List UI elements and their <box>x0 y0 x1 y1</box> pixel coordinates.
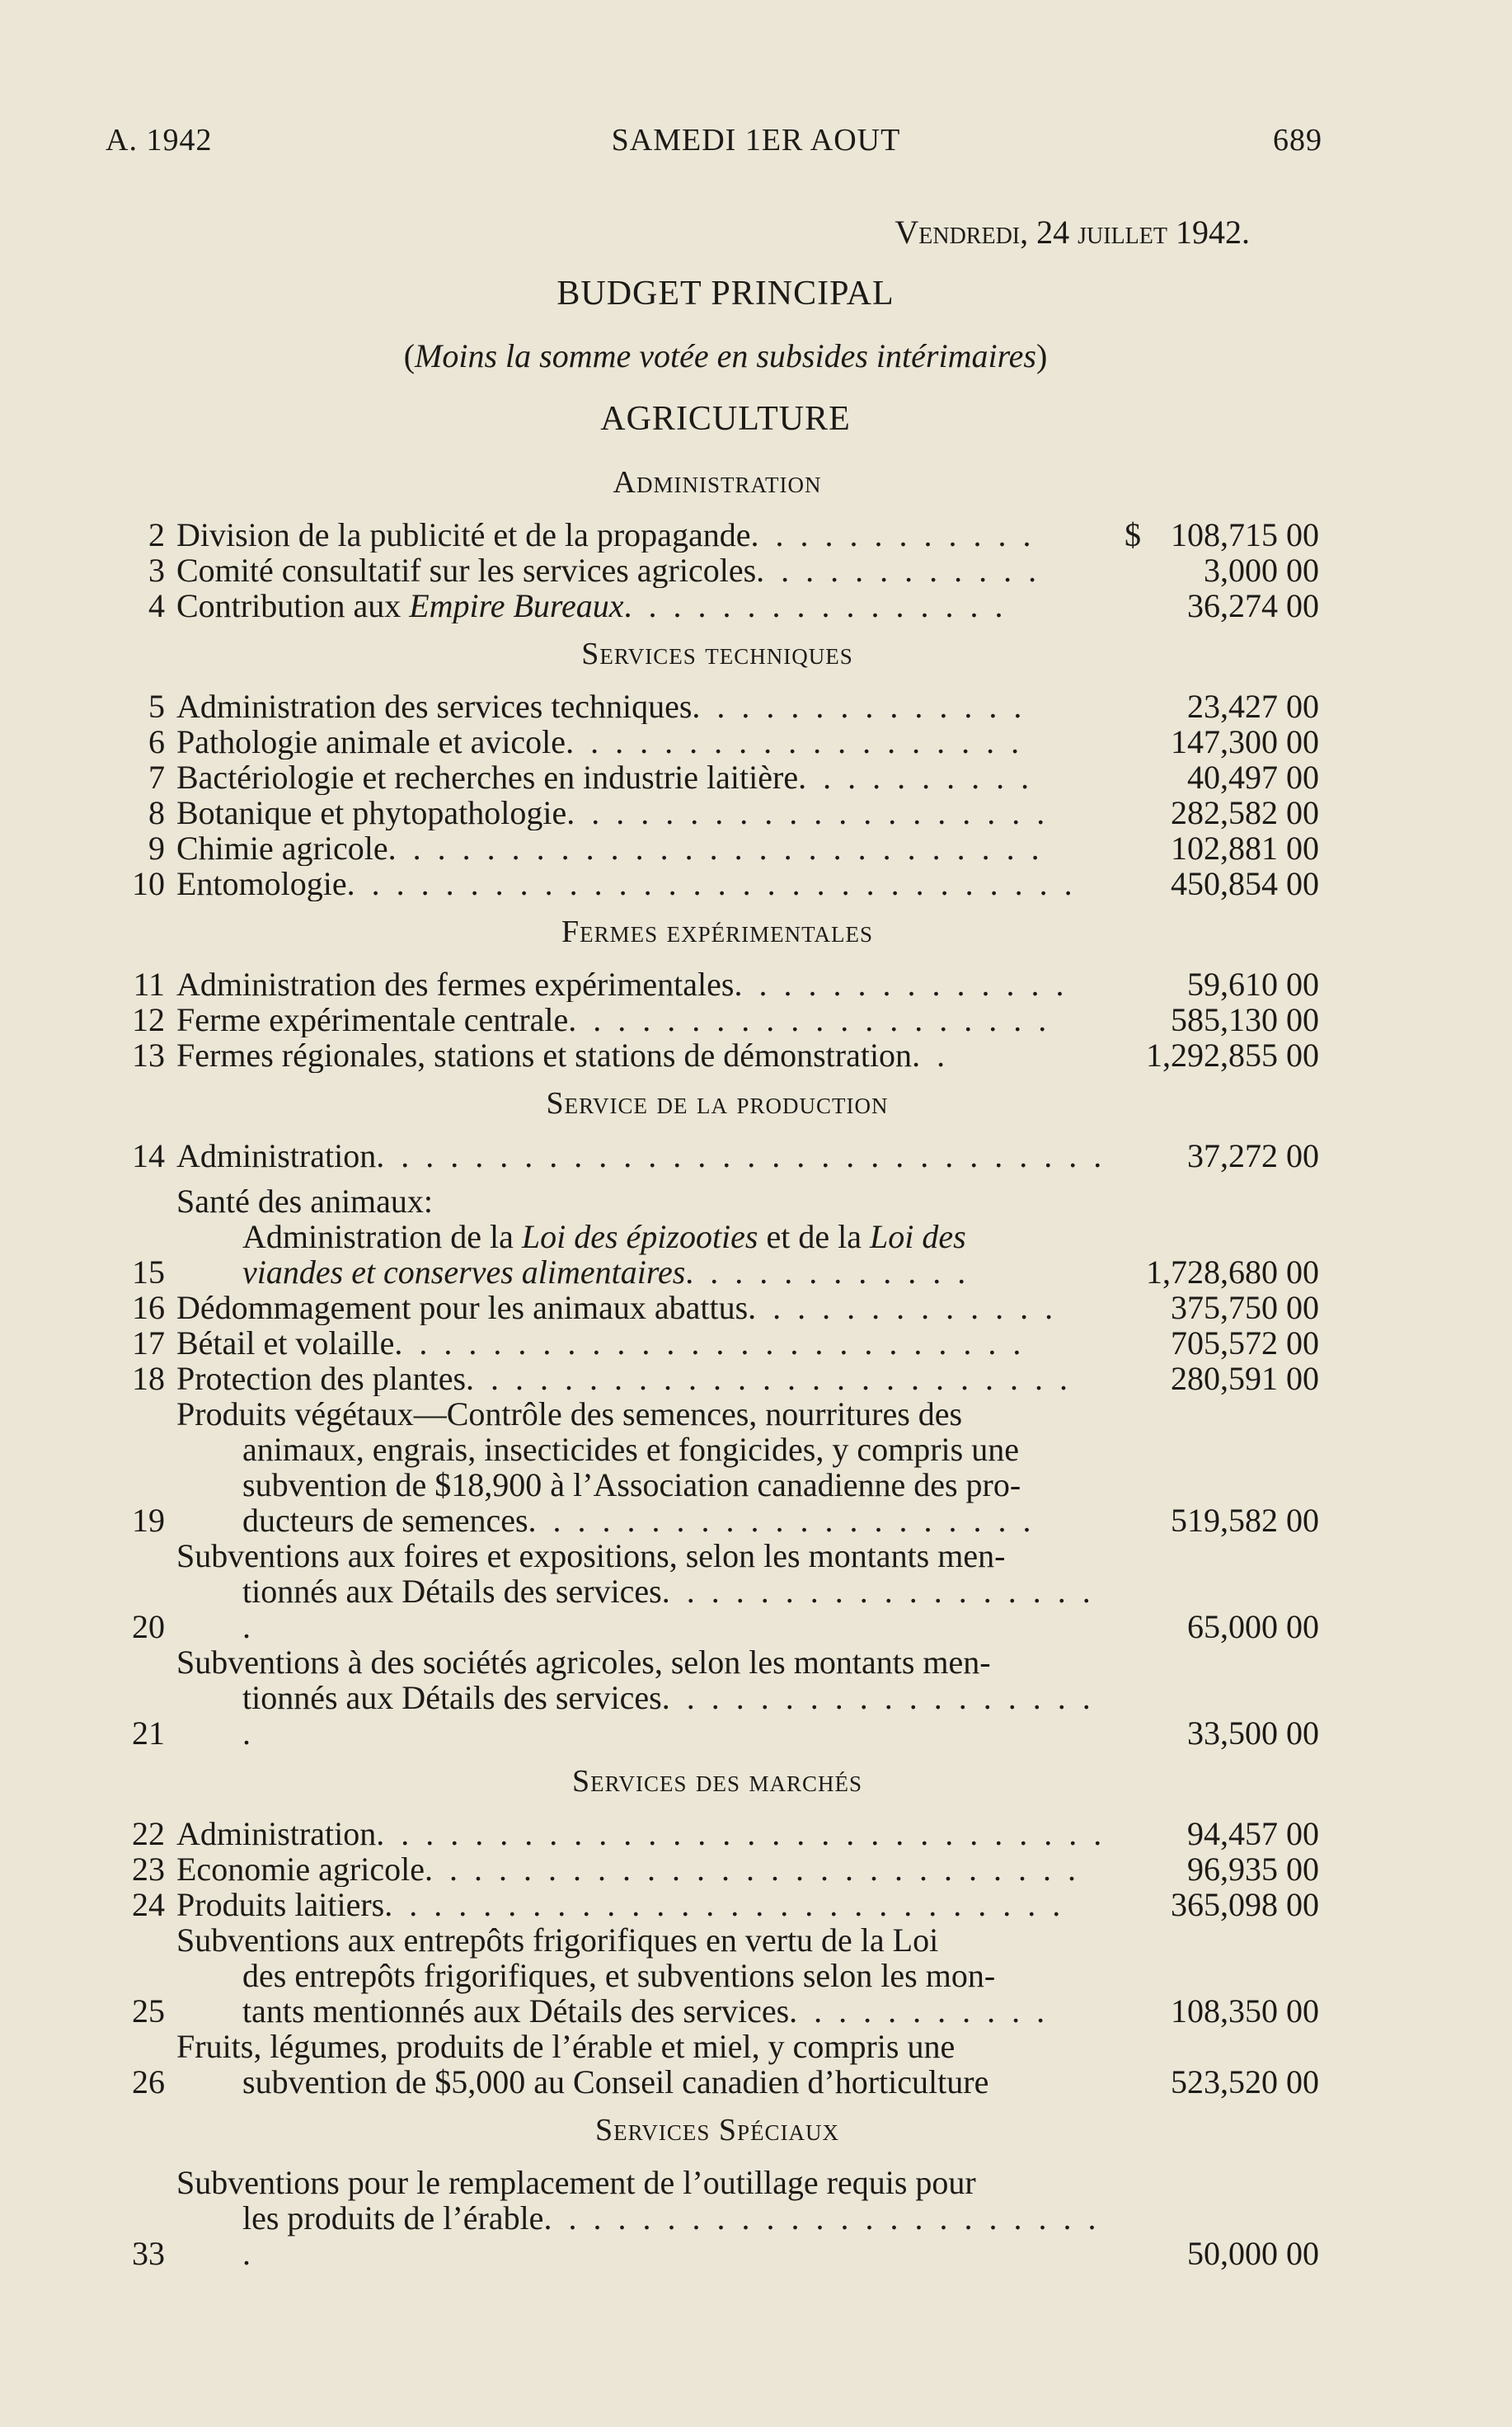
item-text <box>165 1290 1113 1325</box>
item-text <box>165 830 1113 866</box>
section-heading: Administration <box>613 465 822 500</box>
budget-row <box>115 1219 1319 1290</box>
item-text <box>165 1644 1113 1751</box>
item-text <box>165 967 1113 1002</box>
item-text <box>165 553 1113 588</box>
item-line: Produits végétaux—Contrôle des semences, nourritures des <box>176 1395 963 1432</box>
leader-dots: . . . . . . . . . . . . . . . . . . . . . . . . . . . . . . <box>346 866 1077 901</box>
item-number: 23 <box>132 1851 165 1888</box>
item-text <box>165 795 1113 830</box>
item-label: Contribution aux <box>176 588 410 623</box>
leader-dots: . . . . . . . . . . <box>798 760 1034 795</box>
item-label: Entomologie <box>176 866 347 901</box>
item-amount: 94,457 00 <box>1187 1815 1319 1852</box>
item-number: 15 <box>132 1253 165 1291</box>
item-amount: 102,881 00 <box>1171 830 1319 867</box>
subgroup-label: Santé des animaux: <box>176 1183 434 1220</box>
budget-row <box>115 1644 1319 1751</box>
subtitle-close: ) <box>1035 337 1048 374</box>
budget-row <box>115 1002 1319 1037</box>
item-text <box>165 1851 1113 1887</box>
budget-row <box>115 1037 1319 1073</box>
item-line: Subventions aux foires et expositions, selon les montants men- <box>176 1537 1006 1574</box>
item-text <box>165 1538 1113 1644</box>
item-amount: 1,292,855 00 <box>1146 1037 1319 1074</box>
section-heading: Services Spéciaux <box>594 2113 840 2147</box>
item-text <box>165 1002 1113 1037</box>
item-number: 4 <box>148 587 165 624</box>
item-number: 22 <box>132 1815 165 1852</box>
item-label: Administration <box>176 1816 377 1851</box>
item-label: Administration de la <box>242 1218 522 1255</box>
section-heading: Services techniques <box>581 637 853 671</box>
section-heading: Services des marchés <box>571 1764 863 1799</box>
item-text <box>165 1887 1113 1922</box>
item-amount: 280,591 00 <box>1171 1360 1319 1397</box>
item-number: 2 <box>148 516 165 553</box>
budget-row <box>115 1325 1319 1361</box>
item-number: 12 <box>132 1001 165 1038</box>
budget-row <box>115 588 1319 623</box>
item-label: Produits laitiers <box>176 1887 385 1922</box>
leader-dots: . . . . . . . . . . . . . . . . . . . <box>242 1573 1095 1645</box>
item-number: 10 <box>132 865 165 902</box>
item-amount: 59,610 00 <box>1187 966 1319 1003</box>
item-number: 24 <box>132 1886 165 1923</box>
item-text <box>165 1396 1113 1538</box>
leader-dots: . . . . . . . . . . . . . . <box>734 967 1068 1002</box>
item-amount: 3,000 00 <box>1204 552 1319 589</box>
item-number: 5 <box>148 688 165 725</box>
item-number: 19 <box>132 1502 165 1539</box>
law-title-italic: Loi des <box>870 1218 966 1255</box>
law-title-italic: Loi des épizooties <box>521 1218 758 1255</box>
item-amount: 108,350 00 <box>1171 1992 1319 2030</box>
subtitle-open: ( <box>403 337 416 374</box>
item-label: Bétail et volaille <box>176 1325 395 1361</box>
item-label: Comité consultatif sur les services agricoles <box>176 553 757 588</box>
budget-row <box>115 2029 1319 2100</box>
amount-value: 108,715 00 <box>1171 516 1319 553</box>
item-text <box>165 1816 1113 1851</box>
item-line: animaux, engrais, insecticides et fongicides, y compris une <box>242 1431 1019 1468</box>
item-label: Protection des plantes <box>176 1361 467 1396</box>
budget-row <box>115 553 1319 588</box>
item-number: 3 <box>148 552 165 589</box>
item-number: 8 <box>148 794 165 831</box>
item-text <box>165 1037 1113 1073</box>
department-title: AGRICULTURE <box>600 400 851 438</box>
budget-row <box>115 830 1319 866</box>
leader-dots: . . . . . . . . . . . . <box>756 553 1041 588</box>
leader-dots: . . <box>912 1037 950 1073</box>
item-amount: 96,935 00 <box>1187 1851 1319 1888</box>
leader-dots: . . . . . . . . . . . . . . . . . . . . . . . . . . . <box>424 1851 1080 1887</box>
budget-row <box>115 1816 1319 1851</box>
leader-dots: . . . . . . . . . . . . . . . . . . . <box>242 1679 1095 1752</box>
item-text <box>165 866 1113 901</box>
budget-row <box>115 689 1319 724</box>
item-label: les produits de l’érable <box>242 2199 544 2237</box>
item-line: subvention de $5,000 au Conseil canadien d’horticulture <box>242 2063 989 2100</box>
item-number: 11 <box>133 966 165 1003</box>
dollar-sign: $ <box>1125 516 1141 553</box>
item-text <box>165 1325 1113 1361</box>
leader-dots: . . . . . . . . . . . . . . . . . . . . . . . . <box>242 2199 1101 2272</box>
header-year: A. 1942 <box>106 123 213 158</box>
item-text <box>165 760 1113 795</box>
item-label: ducteurs de semences <box>242 1502 528 1539</box>
budget-row <box>115 1538 1319 1644</box>
leader-dots: . . . . . . . . . . . . <box>685 1253 970 1291</box>
item-text <box>165 1361 1113 1396</box>
item-line <box>176 1503 1113 1538</box>
budget-row <box>115 517 1319 553</box>
section-heading: Service de la production <box>546 1086 889 1121</box>
item-number: 18 <box>132 1360 165 1397</box>
section-heading: Fermes expérimentales <box>561 915 873 949</box>
item-number: 17 <box>132 1324 165 1362</box>
item-text <box>165 1138 1113 1174</box>
item-line: des entrepôts frigorifiques, et subventions selon les mon- <box>242 1957 996 1994</box>
item-label: Division de la publicité et de la propagande <box>176 517 751 553</box>
item-number: 6 <box>148 723 165 760</box>
item-label: Administration des services techniques <box>176 689 693 724</box>
item-line <box>176 2200 1113 2271</box>
item-amount: 523,520 00 <box>1171 2063 1319 2100</box>
item-number: 33 <box>132 2235 165 2272</box>
item-label: tionnés aux Détails des services <box>242 1679 662 1716</box>
budget-row <box>115 1361 1319 1396</box>
item-text <box>165 724 1113 760</box>
item-amount: 65,000 00 <box>1187 1608 1319 1645</box>
item-line: Subventions à des sociétés agricoles, selon les montants men- <box>176 1644 991 1681</box>
budget-row <box>115 2165 1319 2271</box>
item-number: 25 <box>132 1992 165 2030</box>
item-amount: 50,000 00 <box>1187 2235 1319 2272</box>
leader-dots: . . . . . . . . . . . . . . . . <box>623 588 1007 623</box>
leader-dots: . . . . . . . . . . . . . . . . . . . . . <box>528 1502 1035 1539</box>
leader-dots: . . . . . . . . . . . . . . . . . . . <box>566 724 1024 760</box>
item-text <box>165 2165 1113 2271</box>
item-line <box>176 1993 1113 2029</box>
subtitle-text: Moins la somme votée en subsides intérimaires <box>415 337 1036 374</box>
item-amount: 705,572 00 <box>1171 1324 1319 1362</box>
item-label: Administration des fermes expérimentales <box>176 967 735 1002</box>
item-label: Bactériologie et recherches en industrie laitière <box>176 760 799 795</box>
item-amount: 282,582 00 <box>1171 794 1319 831</box>
item-number: 26 <box>132 2063 165 2100</box>
budget-row <box>115 795 1319 830</box>
budget-row <box>115 1851 1319 1887</box>
item-amount <box>1113 517 1319 553</box>
budget-row <box>115 967 1319 1002</box>
budget-row <box>115 1922 1319 2029</box>
item-line <box>176 1680 1113 1751</box>
leader-dots: . . . . . . . . . . . . . . . . . . . . <box>568 1002 1051 1037</box>
item-amount: 23,427 00 <box>1187 688 1319 725</box>
leader-dots: . . . . . . . . . . . . . . . . . . . . . . . . . . . <box>387 830 1044 866</box>
leader-dots: . . . . . . . . . . . . . . . . . . . . . . . . . . <box>394 1325 1026 1361</box>
item-amount: 40,497 00 <box>1187 759 1319 796</box>
leader-dots: . . . . . . . . . . . . . . . . . . . . <box>566 795 1049 830</box>
budget-title: BUDGET PRINCIPAL <box>556 275 895 313</box>
leader-dots: . . . . . . . . . . . . . . . . . . . . . . . . . . . . . . <box>376 1816 1106 1851</box>
budget-subtitle <box>0 336 1451 375</box>
budget-row <box>115 866 1319 901</box>
item-number: 13 <box>132 1037 165 1074</box>
item-text <box>165 588 1113 623</box>
item-line <box>176 1218 966 1255</box>
leader-dots: . . . . . . . . . . . . . . <box>692 689 1026 724</box>
item-amount: 375,750 00 <box>1171 1289 1319 1326</box>
item-line: Subventions pour le remplacement de l’outillage requis pour <box>176 2164 976 2201</box>
budget-row <box>115 724 1319 760</box>
item-label: Pathologie animale et avicole <box>176 724 566 760</box>
item-line: Fruits, légumes, produits de l’érable et miel, y compris une <box>176 2028 956 2065</box>
item-label: Chimie agricole <box>176 830 388 866</box>
item-amount: 519,582 00 <box>1171 1502 1319 1539</box>
item-number: 20 <box>132 1608 165 1645</box>
item-text <box>165 689 1113 724</box>
budget-row <box>115 1396 1319 1538</box>
item-text <box>165 517 1113 553</box>
item-label: Dédommagement pour les animaux abattus <box>176 1290 749 1325</box>
item-label: tionnés aux Détails des services <box>242 1573 662 1610</box>
budget-row <box>115 1290 1319 1325</box>
item-label: Fermes régionales, stations et stations de démonstration <box>176 1037 913 1073</box>
item-amount: 36,274 00 <box>1187 587 1319 624</box>
header-day: SAMEDI 1ER AOUT <box>611 123 901 158</box>
item-line: subvention de $18,900 à l’Association canadienne des pro- <box>242 1466 1021 1503</box>
item-line: Subventions aux entrepôts frigorifiques en vertu de la Loi <box>176 1921 939 1959</box>
item-label: Botanique et phytopathologie <box>176 795 567 830</box>
budget-row <box>115 760 1319 795</box>
item-label: Economie agricole <box>176 1851 425 1887</box>
item-number: 16 <box>132 1289 165 1326</box>
leader-dots: . . . . . . . . . . . <box>789 1992 1049 2030</box>
item-amount: 585,130 00 <box>1171 1001 1319 1038</box>
leader-dots: . . . . . . . . . . . . <box>750 517 1035 553</box>
item-text <box>165 1219 1113 1290</box>
item-amount: 450,854 00 <box>1171 865 1319 902</box>
item-label: tants mentionnés aux Détails des services <box>242 1992 790 2030</box>
item-number: 9 <box>148 830 165 867</box>
page-number: 689 <box>1273 123 1322 158</box>
item-label: Administration <box>176 1138 377 1174</box>
leader-dots: . . . . . . . . . . . . . <box>748 1290 1058 1325</box>
item-amount: 37,272 00 <box>1187 1137 1319 1174</box>
law-title-italic: viandes et conserves alimentaires <box>242 1253 686 1291</box>
leader-dots: . . . . . . . . . . . . . . . . . . . . . . . . . . . . <box>384 1887 1065 1922</box>
budget-items <box>115 452 1319 2271</box>
leader-dots: . . . . . . . . . . . . . . . . . . . . . . . . . <box>466 1361 1073 1396</box>
budget-row <box>115 1887 1319 1922</box>
item-number: 7 <box>148 759 165 796</box>
budget-row <box>115 1138 1319 1174</box>
sitting-date: Vendredi, 24 juillet 1942. <box>895 214 1250 251</box>
item-amount: 1,728,680 00 <box>1146 1253 1319 1291</box>
item-label: Ferme expérimentale centrale <box>176 1002 569 1037</box>
item-amount: 365,098 00 <box>1171 1886 1319 1923</box>
item-text <box>165 2029 1113 2100</box>
item-amount: 33,500 00 <box>1187 1714 1319 1752</box>
item-text <box>165 1922 1113 2029</box>
item-number: 14 <box>132 1137 165 1174</box>
item-number: 21 <box>132 1714 165 1752</box>
leader-dots: . . . . . . . . . . . . . . . . . . . . . . . . . . . . . . <box>376 1138 1106 1174</box>
item-amount: 147,300 00 <box>1171 723 1319 760</box>
item-label: et de la <box>758 1218 870 1255</box>
item-line <box>176 1254 1113 1290</box>
item-label-italic: Empire Bureaux <box>409 588 624 623</box>
item-line <box>176 1573 1113 1644</box>
